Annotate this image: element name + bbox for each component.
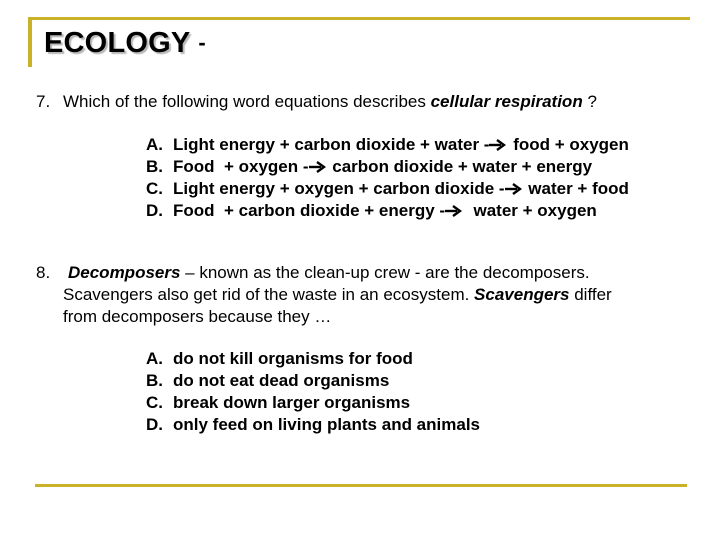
page-title-text: ECOLOGY [44,27,191,59]
choice-products: carbon dioxide + water + energy [327,157,593,176]
question-7-text-before: Which of the following word equations describes [63,92,431,111]
choice-reactants: Food + carbon dioxide + energy - [173,201,446,220]
right-arrow-icon [489,139,506,151]
choice-letter: C. [146,179,163,198]
question-7-choice-b [146,156,629,178]
choice-products: water + food [523,179,629,198]
choice-letter: C. [146,393,163,412]
choice-products: water + oxygen [464,201,597,220]
question-7-choice-d [146,200,629,222]
choice-letter: A. [146,349,163,368]
question-8-text-4: from decomposers because they … [63,307,332,326]
question-8-term-decomposers: Decomposers [68,263,181,282]
question-8 [36,262,676,328]
question-8-choice-b [146,370,480,392]
question-8-number: 8. [36,263,51,282]
question-8-line-1 [36,262,676,284]
question-8-choice-a [146,348,480,370]
question-7 [36,91,597,113]
question-8-text-1: – known as the clean-up crew - are the decomposers. [180,263,590,282]
choice-text: do not eat dead organisms [173,371,390,390]
question-8-choice-c [146,392,480,414]
question-8-term-scavengers: Scavengers [474,285,570,304]
accent-rule-bottom [35,484,687,487]
question-7-choice-a [146,134,629,156]
right-arrow-icon [445,205,462,217]
question-7-text-after: ? [582,92,597,111]
accent-rule-left [28,17,32,67]
choice-reactants: Light energy + oxygen + carbon dioxide - [173,179,505,198]
question-8-choice-d [146,414,480,436]
right-arrow-icon [505,183,522,195]
choice-letter: D. [146,415,163,434]
accent-rule-top [28,17,690,20]
right-arrow-icon [309,161,326,173]
question-8-line-2 [36,284,676,306]
question-8-text-2: Scavengers also get rid of the waste in an ecosystem. [63,285,475,304]
page-title [44,27,206,60]
question-7-number: 7. [36,92,51,111]
choice-text: only feed on living plants and animals [173,415,480,434]
question-7-emphasis: cellular respiration [430,92,583,111]
choice-text: do not kill organisms for food [173,349,413,368]
choice-letter: D. [146,201,163,220]
question-7-choice-c [146,178,629,200]
choice-reactants: Light energy + carbon dioxide + water - [173,135,490,154]
question-8-choices [146,348,480,436]
question-7-choices [146,134,629,222]
choice-reactants: Food + oxygen - [173,157,309,176]
choice-letter: A. [146,135,163,154]
question-8-line-3 [36,306,676,328]
question-8-text-3: differ [569,285,612,304]
page-title-dash: - [198,30,206,55]
choice-letter: B. [146,371,163,390]
choice-letter: B. [146,157,163,176]
choice-products: food + oxygen [508,135,629,154]
choice-text: break down larger organisms [173,393,411,412]
